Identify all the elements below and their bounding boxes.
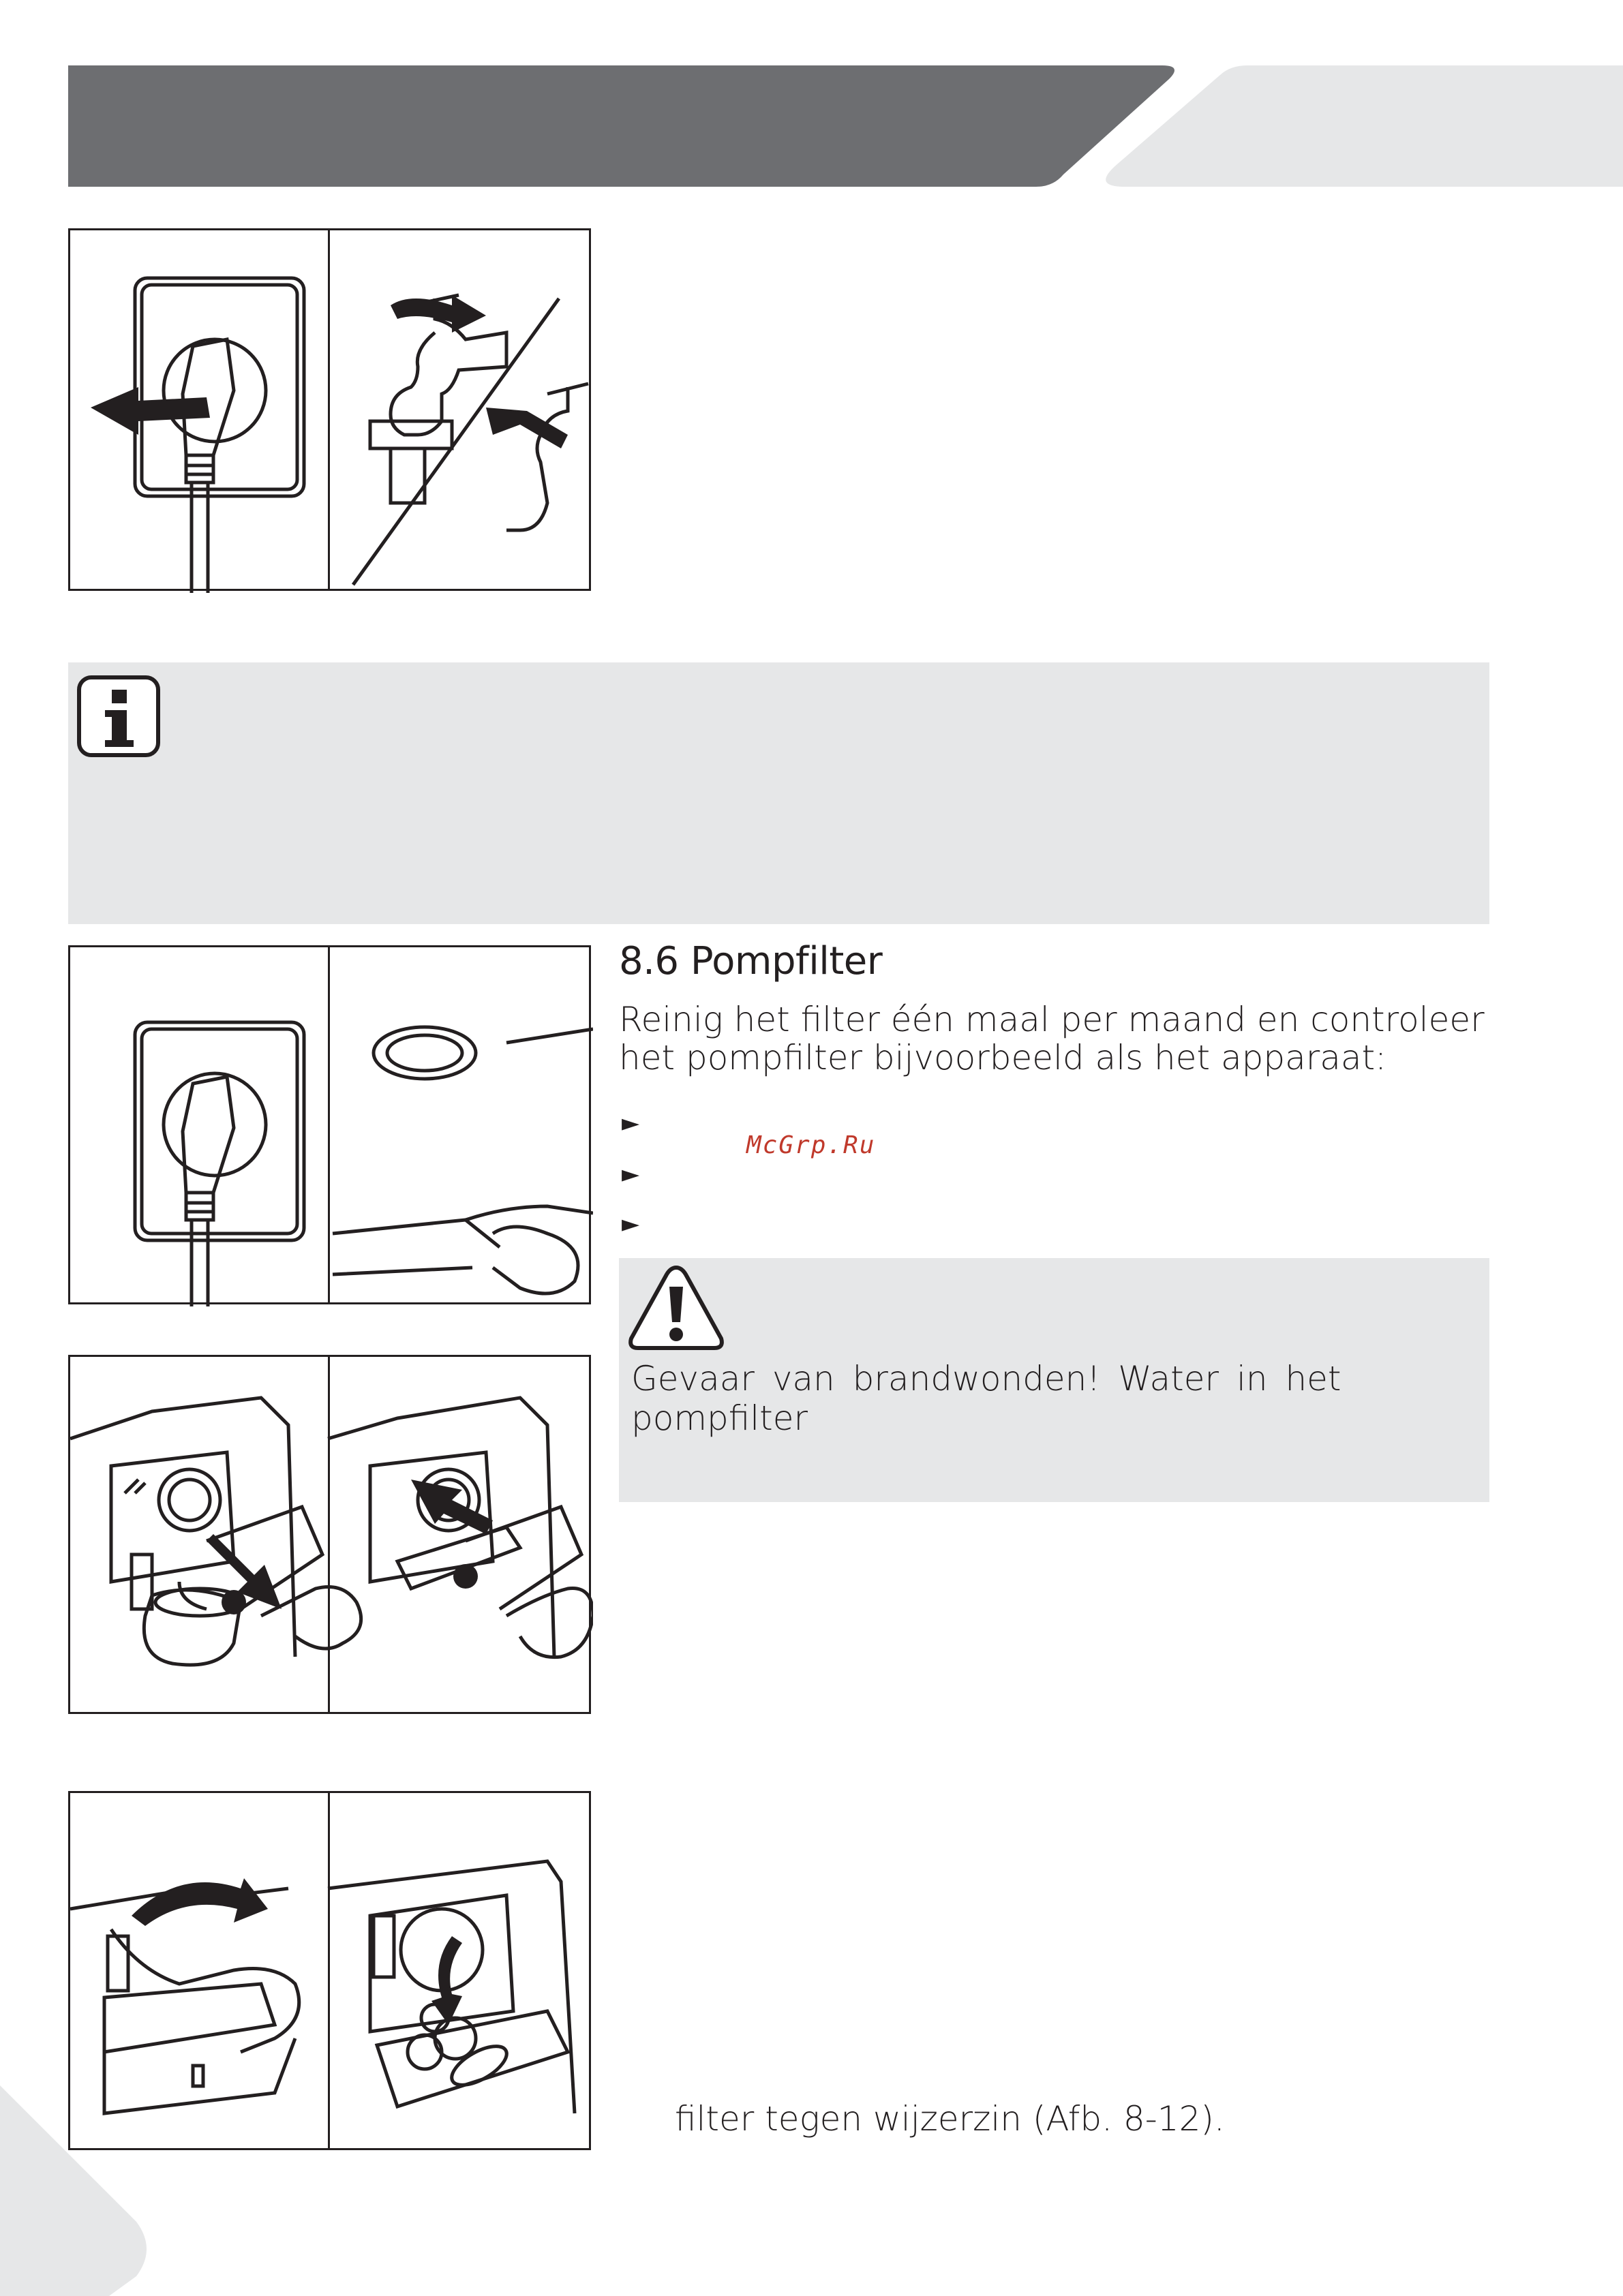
illustration-open-hatch xyxy=(70,947,593,1306)
bullet-marker-1: ► xyxy=(622,1109,640,1137)
illustration-unplug-tap xyxy=(70,230,593,593)
section-heading: 8.6 Pompfilter xyxy=(619,939,883,983)
warning-text: Gevaar van brandwonden! Water in het pompfilter xyxy=(631,1359,1341,1438)
figure-unplug-open-hatch xyxy=(68,945,591,1304)
bullet-marker-2: ► xyxy=(622,1161,640,1188)
info-box xyxy=(68,662,1489,924)
illustration-drain-water xyxy=(70,1357,593,1716)
section-intro: Reinig het filter één maal per maand en controleer het pompfilter bijvoorbeeld als het apparaat: xyxy=(619,1000,1485,1077)
figure-drain-water xyxy=(68,1355,591,1714)
corner-decoration xyxy=(0,2085,164,2296)
info-icon xyxy=(76,675,161,759)
bottom-instruction: filter tegen wijzerzin (Afb. 8-12). xyxy=(675,2099,1225,2139)
watermark: McGrp.Ru xyxy=(746,1131,876,1159)
figure-unplug-tap xyxy=(68,228,591,591)
header-band xyxy=(0,0,1623,204)
bullet-marker-3: ► xyxy=(622,1210,640,1238)
warning-box xyxy=(619,1258,1489,1502)
warning-triangle-icon xyxy=(627,1264,725,1352)
